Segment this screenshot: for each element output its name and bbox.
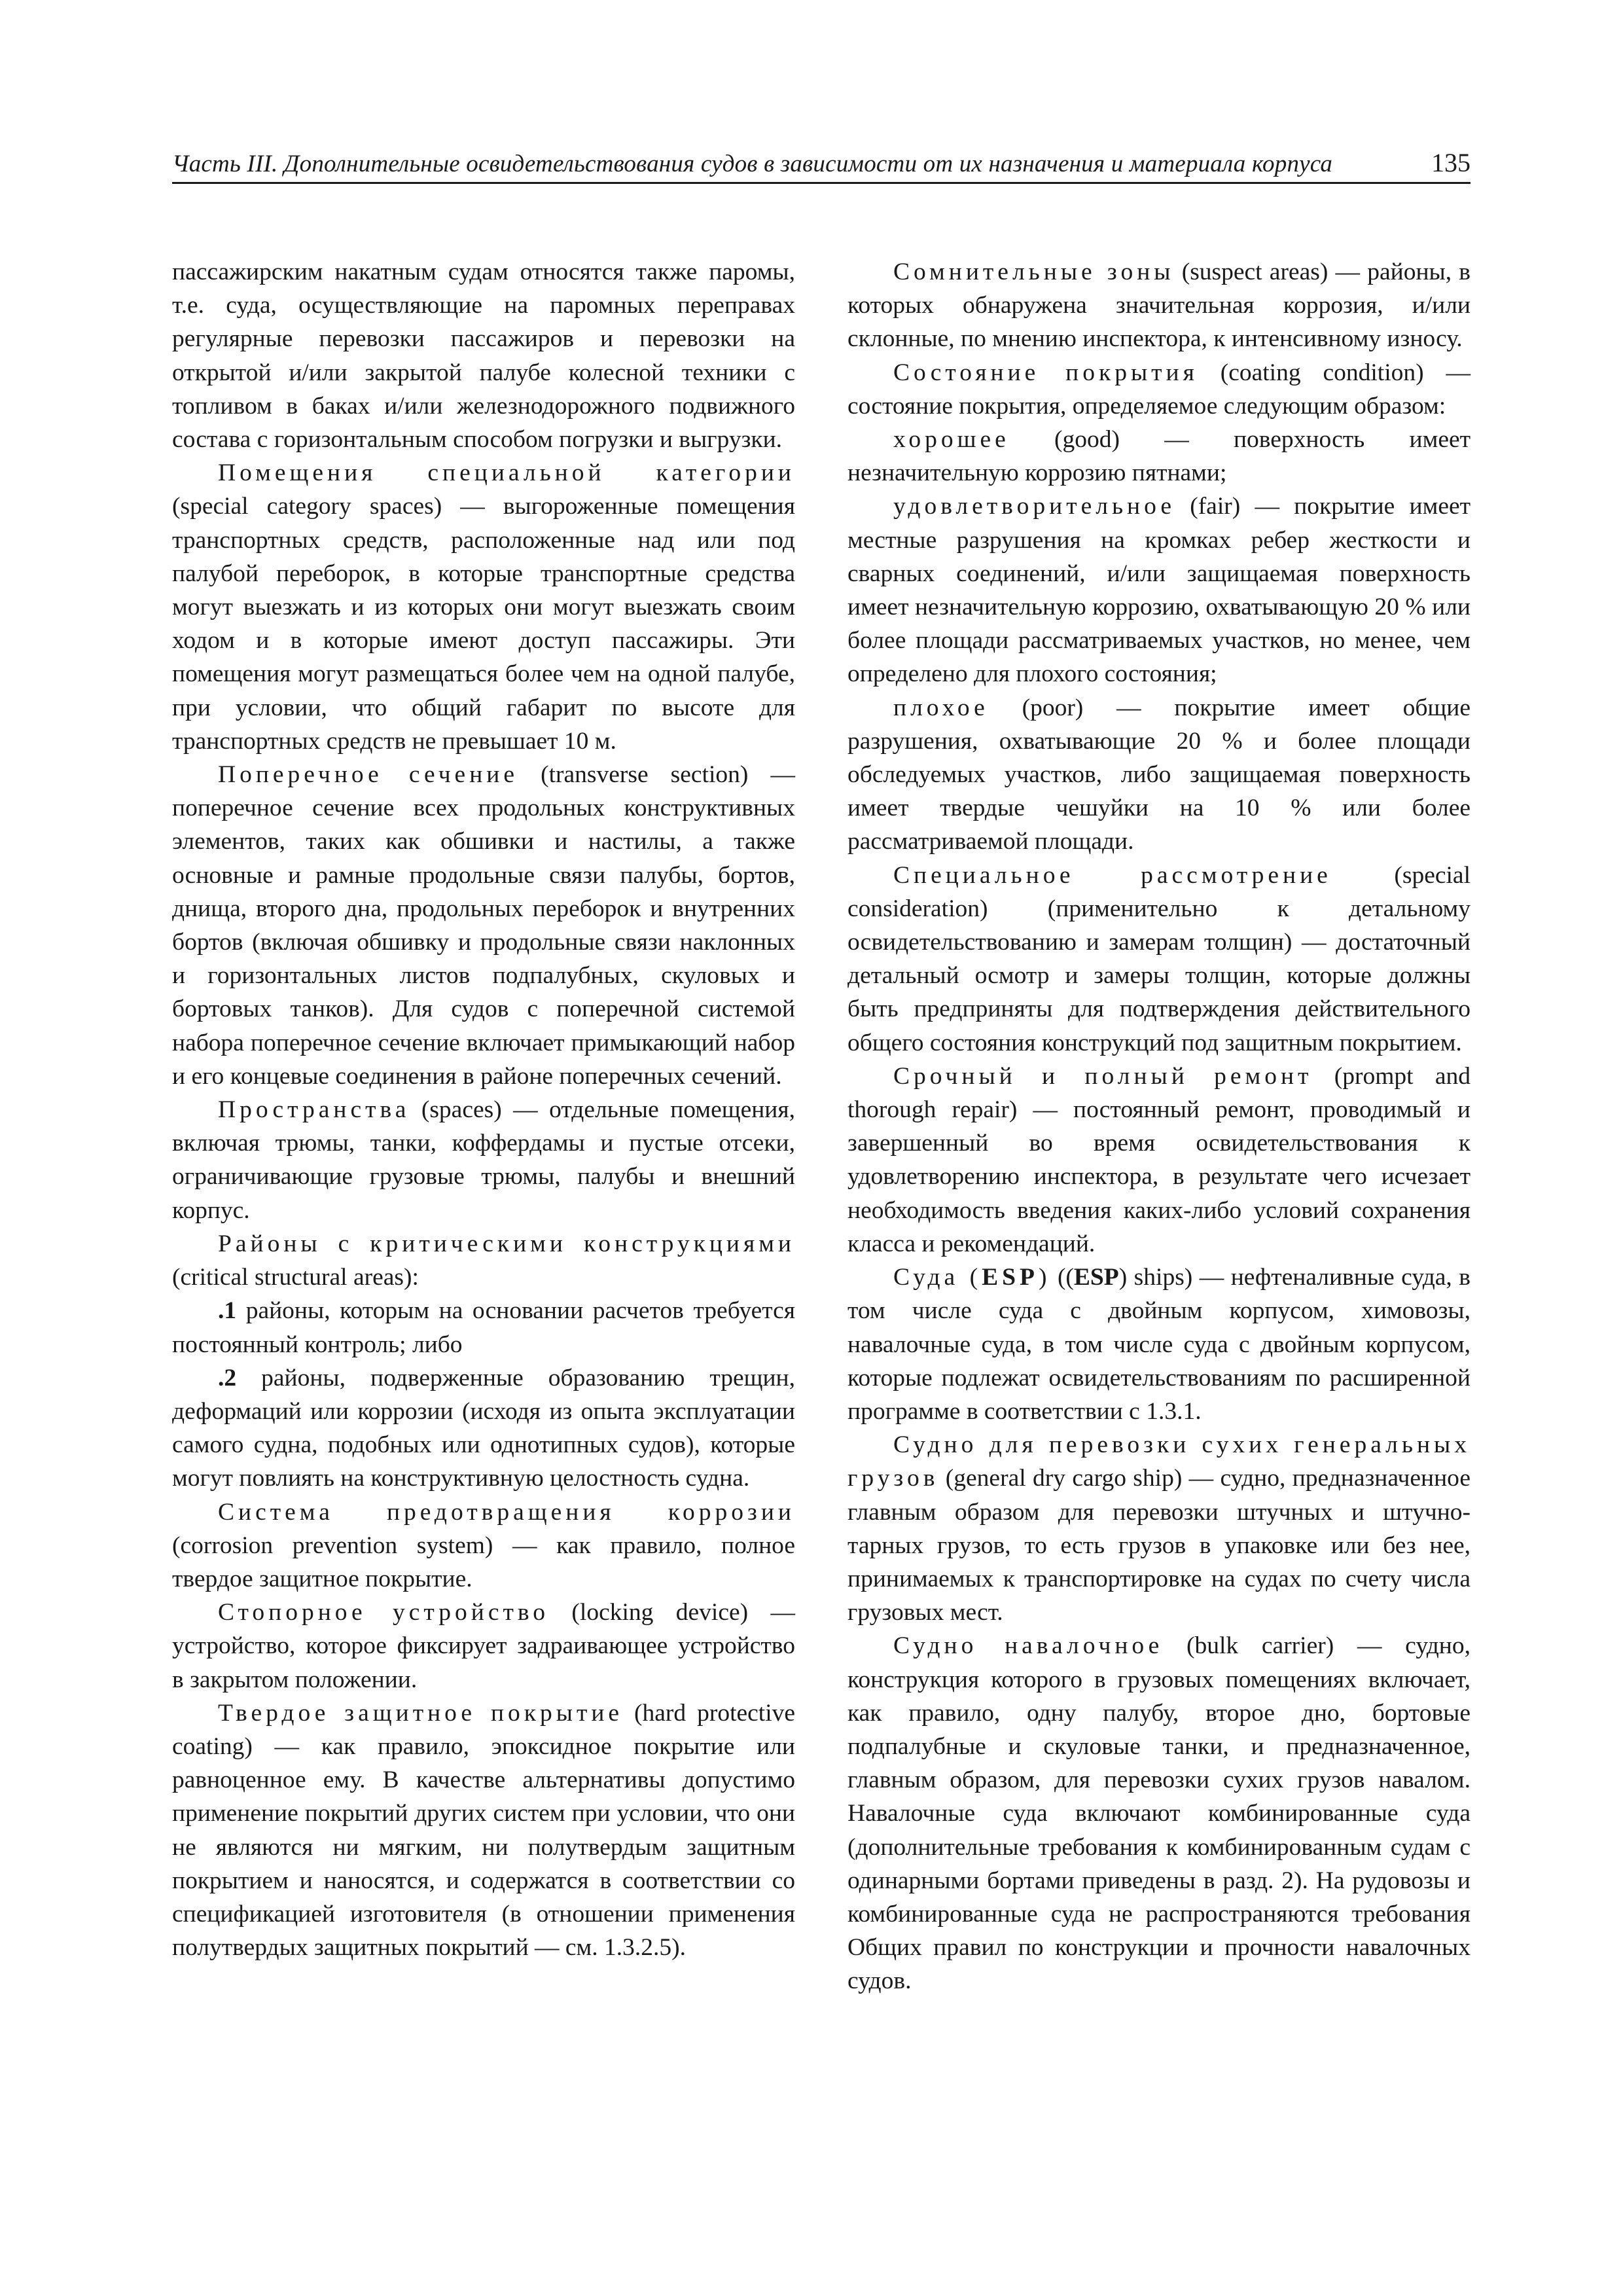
term: Система предотвращения коррозии [218, 1498, 795, 1526]
term: Срочный и полный ремонт [893, 1062, 1313, 1090]
term: Состояние покрытия [893, 359, 1198, 386]
item-number: .1 [218, 1297, 237, 1325]
definition-paragraph: Срочный и полный ремонт (prompt and thorough repair) — постоянный ремонт, проводимый и завершенный во время освидетельствования к удовлетворению инспектора, в результате чего исчезает необходимость введения каких-либо условий сохранения класса и рекомендаций. [847, 1062, 1471, 1257]
definition-paragraph: Судно навалочное (bulk carrier) — судно, конструкция которого в грузовых помещениях включает, как правило, одну палубу, второе дно, бортовые подпалубные и скуловые танки, и предназначенное, главным образом, для перевозки сухих грузов навалом. Навалочные суда включают комбинированные суда (дополнительные требования к комбинированным судам с одинарными бортами приведены в разд. 2). На рудовозы и комбинированные суда не распространяются требования Общих правил по конструкции и прочности навалочных судов. [847, 1632, 1471, 1995]
definition-paragraph: Суда (ESP) ((ESP) ships) — нефтеналивные суда, в том числе суда с двойным корпусом, химовозы, навалочные суда, в том числе суда с двойным корпусом, которые подлежат освидетельствованиям по расширенной программе в соответствии с 1.3.1. [847, 1264, 1471, 1425]
running-header [172, 145, 1471, 184]
paragraph: пассажирским накатным судам относятся также паромы, т.е. суда, осуществляющие на паромных переправах регулярные перевозки пассажиров и перевозки на открытой и/или закрытой палубе колесной техники с топливом в баках и/или железнодорожного подвижного состава с горизонтальным способом погрузки и выгрузки. [172, 259, 795, 454]
definition-paragraph: удовлетворительное (fair) — покрытие имеет местные разрушения на кромках ребер жесткости и сварных соединений, и/или защищаемая поверхность имеет незначительную коррозию, охватывающую 20 % или более площади рассматриваемых участков, но менее, чем определено для плохого состояния; [847, 493, 1471, 688]
term: Помещения специальной категории [218, 459, 795, 487]
term: Судно навалочное [893, 1632, 1164, 1660]
definition-paragraph: Система предотвращения коррозии (corrosion prevention system) — как правило, полное твердое защитное покрытие. [172, 1498, 795, 1592]
definition-paragraph: Пространства (spaces) — отдельные помещения, включая трюмы, танки, коффердамы и пустые отсеки, ограничивающие грузовые трюмы, палубы и внешний корпус. [172, 1096, 795, 1224]
definition-paragraph: Стопорное устройство (locking device) — устройство, которое фиксирует задраивающее устройство в закрытом положении. [172, 1599, 795, 1693]
item-number: .2 [218, 1364, 237, 1391]
definition-paragraph: Твердое защитное покрытие (hard protective coating) — как правило, эпоксидное покрытие или равноценное ему. В качестве альтернативы допустимо применение покрытий других систем при условии, что они не являются ни мягким, ни полутвердым защитным покрытием и наносятся, и содержатся в соответствии со спецификацией изготовителя (в отношении применения полутвердых защитных покрытий — см. 1.3.2.5). [172, 1699, 796, 1962]
definition-paragraph: Поперечное сечение (transverse section) — поперечное сечение всех продольных конструктивных элементов, таких как обшивки и настилы, а также основные и рамные продольные связи палубы, бортов, днища, второго дна, продольных переборок и внутренних бортов (включая обшивку и продольные связи наклонных и горизонтальных листов подпалубных, скуловых и бортовых танков). Для судов с поперечной системой набора поперечное сечение включает примыкающий набор и его концевые соединения в районе поперечных сечений. [172, 761, 795, 1090]
definition-paragraph: хорошее (good) — поверхность имеет незначительную коррозию пятнами; [847, 426, 1471, 487]
list-item: .2 районы, подверженные образованию трещин, деформаций или коррозии (исходя из опыта эксплуатации самого судна, подобных или однотипных судов), которые могут повлиять на конструктивную целостность судна. [172, 1364, 795, 1492]
term: Стопорное устройство [218, 1599, 550, 1626]
list-item: .1 районы, которым на основании расчетов требуется постоянный контроль; либо [172, 1297, 795, 1358]
left-column [172, 255, 795, 1964]
term: Поперечное сечение [218, 761, 518, 789]
term: Твердое защитное покрытие [218, 1699, 624, 1727]
definition-paragraph: Состояние покрытия (coating condition) — состояние покрытия, определяемое следующим образом: [847, 359, 1471, 420]
term: Суда ( [893, 1264, 982, 1291]
right-column [847, 255, 1471, 1998]
definition-paragraph: Районы с критическими конструкциями (critical structural areas): [172, 1230, 795, 1291]
page-number: 135 [1431, 148, 1471, 177]
definition-paragraph: Специальное рассмотрение (special consideration) (применительно к детальному освидетельствованию и замерам толщин) — достаточный детальный осмотр и замеры толщин, которые должны быть предприняты для подтверждения действительного общего состояния конструкций под защитным покрытием. [847, 861, 1471, 1056]
definition-paragraph: Сомнительные зоны (suspect areas) — районы, в которых обнаружена значительная коррозия, и/или склонные, по мнению инспектора, к интенсивному износу. [847, 259, 1471, 353]
term: хорошее [893, 426, 1010, 454]
term: удовлетворительное [893, 493, 1175, 520]
term: Судно для перевозки сухих генеральных грузов [847, 1431, 1471, 1492]
term: Сомнительные зоны [893, 259, 1175, 285]
term: Районы с критическими конструкциями [218, 1230, 795, 1257]
definition-paragraph: Судно для перевозки сухих генеральных грузов (general dry cargo ship) — судно, предназначенное главным образом для перевозки штучных и штучно-тарных грузов, то есть грузов в упаковке или без нее, принимаемых к транспортировке на судах по счету числа грузовых мест. [847, 1431, 1471, 1626]
term-bold: ESP [982, 1264, 1039, 1291]
term: Пространства [218, 1096, 410, 1124]
term: Специальное рассмотрение [893, 861, 1332, 889]
definition-paragraph: плохое (poor) — покрытие имеет общие разрушения, охватывающие 20 % и более площади обследуемых участков, либо защищаемая поверхность имеет твердые чешуйки на 10 % или более рассматриваемой площади. [847, 694, 1471, 855]
definition-paragraph: Помещения специальной категории (special category spaces) — выгороженные помещения транспортных средств, расположенные над или под палубой переборок, в которые транспортные средства могут выезжать и из которых они могут выезжать своим ходом и в которые имеют доступ пассажиры. Эти помещения могут размещаться более чем на одной палубе, при условии, что общий габарит по высоте для транспортных средств не превышает 10 м. [172, 459, 795, 755]
term: плохое [893, 694, 989, 721]
header-title: Часть III. Дополнительные освидетельствования судов в зависимости от их назначения и материала корпуса [172, 151, 1333, 177]
